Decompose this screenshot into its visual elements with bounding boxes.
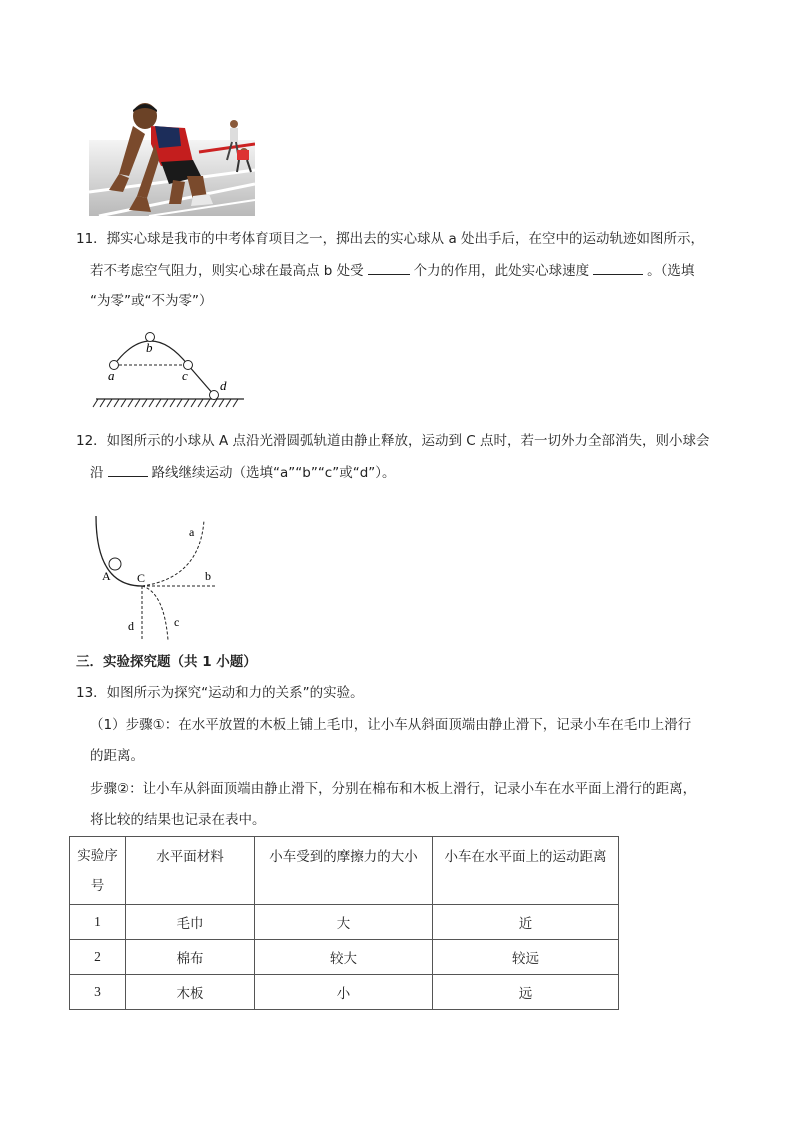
q11-blank-force-count[interactable]: [368, 260, 410, 275]
q12-label-C: C: [137, 571, 146, 585]
q11-trajectory-figure: [92, 325, 252, 415]
table-row: [70, 940, 619, 975]
q11-line2-a: 若不考虑空气阻力，则实心球在最高点 b 处受: [90, 263, 364, 279]
cell-surface: 木板: [126, 975, 255, 1010]
q12-label-d: d: [128, 619, 134, 633]
q11-line2: [90, 260, 694, 281]
cell-friction: 较大: [255, 940, 433, 975]
q12-label-a: a: [189, 525, 195, 539]
q11-blank-speed[interactable]: [593, 260, 643, 275]
section-title: 三．实验探究题（共 1 小题）: [76, 654, 257, 670]
cell-surface: 毛巾: [126, 905, 255, 940]
header-trial-number-line2: 号: [90, 877, 105, 894]
q13-step1-b: 的距离。: [90, 748, 144, 764]
q11-line2-c: 。（选填: [647, 263, 695, 279]
table-row: [70, 905, 619, 940]
q12-line1: 12．如图所示的小球从 A 点沿光滑圆弧轨道由静止释放，运动到 C 点时，若一切外力全部消失，则小球会: [76, 433, 710, 449]
header-trial-number: [70, 837, 126, 905]
q13-line1: 13．如图所示为探究“运动和力的关系”的实验。: [76, 685, 364, 701]
q11-line3: “为零”或“不为零”）: [90, 293, 213, 309]
header-trial-number-line1: 实验序: [77, 847, 118, 864]
cell-surface: 棉布: [126, 940, 255, 975]
q11-label-a: a: [108, 368, 115, 383]
q12-label-A: A: [102, 569, 111, 583]
cell-friction: 大: [255, 905, 433, 940]
q12-line2: [90, 462, 396, 483]
q12-line2-b: 路线继续运动（选填“a”“b”“c”或“d”）。: [151, 465, 396, 481]
q11-label-c: c: [182, 368, 188, 383]
q12-label-c: c: [174, 615, 180, 629]
cell-trial: 1: [70, 905, 126, 940]
q12-arc-track-figure: [90, 512, 230, 644]
cell-distance: 较远: [433, 940, 619, 975]
q11-line1: 11．掷实心球是我市的中考体育项目之一，掷出去的实心球从 a 处出手后，在空中的运动轨迹如图所示，: [76, 231, 705, 247]
q13-step1-a: （1）步骤①：在水平放置的木板上铺上毛巾，让小车从斜面顶端由静止滑下，记录小车在毛巾上滑行: [90, 717, 692, 733]
cell-distance: 近: [433, 905, 619, 940]
q12-blank-path[interactable]: [108, 462, 148, 477]
header-surface: 水平面材料: [126, 837, 255, 905]
header-friction: 小车受到的摩擦力的大小: [255, 837, 433, 905]
q11-label-b: b: [146, 340, 153, 355]
cell-trial: 2: [70, 940, 126, 975]
q13-step2-a: 步骤②：让小车从斜面顶端由静止滑下，分别在棉布和木板上滑行，记录小车在水平面上滑行的距离，: [90, 781, 697, 797]
table-header-row: [70, 837, 619, 905]
cell-trial: 3: [70, 975, 126, 1010]
cell-distance: 远: [433, 975, 619, 1010]
header-distance: 小车在水平面上的运动距离: [433, 837, 619, 905]
table-row: [70, 975, 619, 1010]
q11-label-d: d: [220, 378, 227, 393]
q12-label-b: b: [205, 569, 211, 583]
q11-line2-b: 个力的作用，此处实心球速度: [413, 263, 590, 279]
q13-results-table: [69, 836, 619, 1010]
q12-line2-a: 沿: [90, 465, 104, 481]
q13-step2-b: 将比较的结果也记录在表中。: [90, 812, 266, 828]
sprinter-photo: [89, 100, 255, 216]
cell-friction: 小: [255, 975, 433, 1010]
